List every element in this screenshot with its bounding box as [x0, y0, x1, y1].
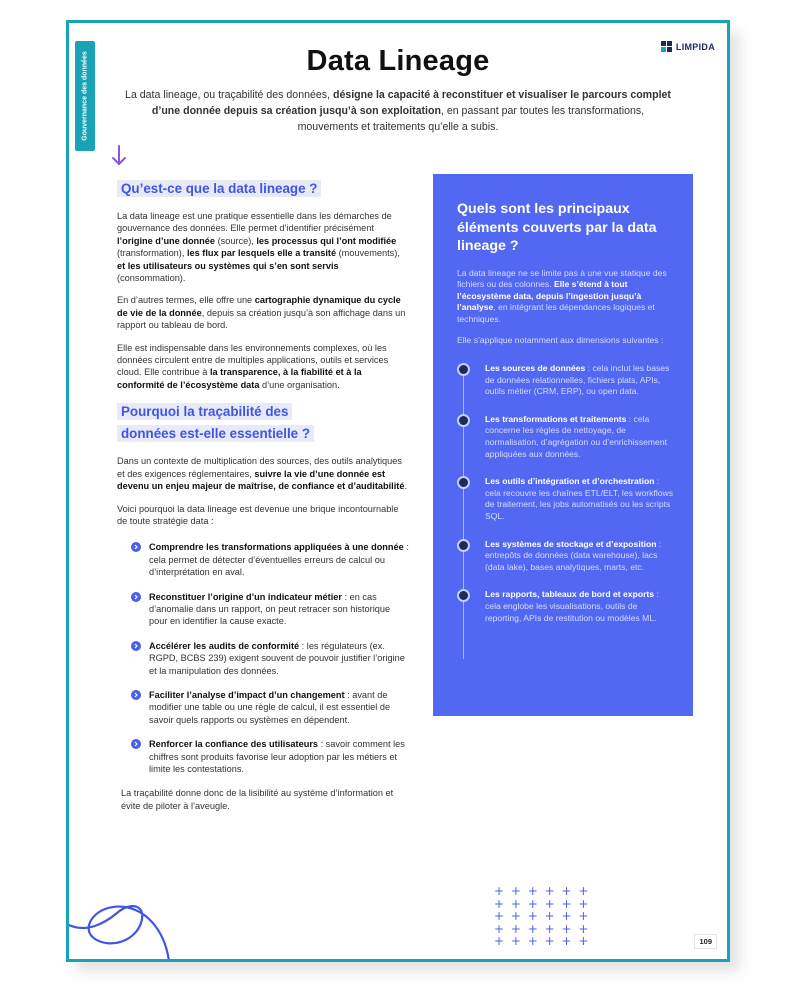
paragraph: Elle est indispensable dans les environnements complexes, où les données circulent entre de multiples applications, outils et services cloud. Elle contribue à la transparence, à la fiabilité et à la conformité de l’écosystème data d’une organisation. [117, 342, 389, 390]
timeline-dot-icon [457, 589, 470, 602]
decorative-curve [66, 883, 175, 962]
elements-box [433, 174, 693, 716]
section-heading-what: Qu’est-ce que la data lineage ? [117, 180, 321, 197]
chevron-right-icon [131, 739, 141, 749]
timeline-item: Les systèmes de stockage et d’exposition : entrepôts de données (data warehouse), lacs (data lake), bases analytiques, marts, etc. [457, 539, 675, 574]
arrow-down-icon [111, 145, 127, 167]
section-heading-why: Pourquoi la traçabilité des données est-elle essentielle ? [117, 403, 314, 442]
page-number: 109 [694, 934, 717, 949]
timeline-dot-icon [457, 539, 470, 552]
list-item: Comprendre les transformations appliquées à une donnée : cela permet de détecter d’éventuelles erreurs de calcul ou d’interprétation en aval. [117, 541, 409, 578]
chevron-right-icon [131, 542, 141, 552]
chevron-right-icon [131, 641, 141, 651]
list-item: Reconstituer l’origine d’un indicateur métier : en cas d’anomalie dans un rapport, on peut retracer son historique pour en identifier la cause exacte. [117, 591, 409, 628]
box-title: Quels sont les principaux éléments couverts par la data lineage ? [457, 201, 657, 254]
elements-timeline [457, 363, 675, 624]
paragraph: Voici pourquoi la data lineage est devenue une brique incontournable de toute stratégie data : [117, 503, 399, 526]
timeline-item: Les transformations et traitements : cela concerne les règles de nettoyage, de normalisation, d’agrégation ou d’enrichissement appliquées aux données. [457, 414, 675, 460]
timeline-item: Les rapports, tableaux de bord et exports : cela englobe les visualisations, outils de reporting, APIs de restitution ou modèles ML. [457, 589, 675, 624]
paragraph: La data lineage est une pratique essentielle dans les démarches de gouvernance des données. Elle permet d’identifier précisément l’origine d’une donnée (source), les processus qui l’ont modifiée (transformation), les flux par lesquels elle a transité (mouvements), et les utilisateurs ou systèmes qui s’en sont servis (consommation). [117, 211, 400, 284]
list-item: Faciliter l’analyse d’impact d’un changement : avant de modifier une table ou une règle de calcul, il est essentiel de savoir quels rapports ou systèmes en dépendent. [117, 689, 409, 726]
list-item: Renforcer la confiance des utilisateurs : savoir comment les chiffres sont produits favorise leur adoption par les métiers et limite les contestations. [117, 738, 409, 775]
page-title: Data Lineage [306, 45, 490, 77]
intro-paragraph: La data lineage, ou traçabilité des données, désigne la capacité à reconstituer et visualiser le parcours complet d’une donnée depuis sa création jusqu’à son exploitation, en passant par toutes les transformations, mouvements et traitements qu’elle a subis. [125, 89, 671, 133]
chevron-right-icon [131, 592, 141, 602]
box-paragraph: La data lineage ne se limite pas à une vue statique des fichiers ou des colonnes. Elle s’étend à tout l’écosystème data, depuis l’ingestion jusqu’à l’analyse, en intégrant les dépendances logiques et techniques. [457, 267, 667, 324]
document-page [66, 20, 730, 962]
paragraph: En d’autres termes, elle offre une cartographie dynamique du cycle de vie de la donnée, depuis sa création jusqu’à son affichage dans un rapport ou tableau de bord. [117, 295, 406, 331]
side-tab-label: Gouvernance des données [81, 51, 89, 141]
closing-paragraph: La traçabilité donne donc de la lisibilité au système d’information et évite de piloter à l’aveugle. [121, 788, 394, 811]
chevron-right-icon [131, 690, 141, 700]
reasons-list [117, 541, 409, 775]
box-paragraph: Elle s’applique notamment aux dimensions suivantes : [457, 335, 664, 346]
timeline-dot-icon [457, 363, 470, 376]
timeline-dot-icon [457, 414, 470, 427]
timeline-item: Les sources de données : cela inclut les bases de données relationnelles, fichiers plats, APIs, outils métier (CRM, ERP), ou open data. [457, 363, 675, 398]
timeline-dot-icon [457, 476, 470, 489]
timeline-item: Les outils d’intégration et d’orchestration : cela recouvre les chaînes ETL/ELT, les workflows de traitement, les jobs automatisés ou les scripts SQL. [457, 476, 675, 522]
logo-text: LIMPIDA [675, 42, 715, 52]
list-item: Accélérer les audits de conformité : les régulateurs (ex. RGPD, BCBS 239) exigent souvent de pouvoir justifier l’origine et la manipulation des données. [117, 640, 409, 677]
plus-grid-decoration: + + + + + + + + + + + + + + + + + + + + + + + + + + + + + + [494, 884, 590, 948]
paragraph: Dans un contexte de multiplication des sources, des outils analytiques et des exigences réglementaires, suivre la vie d’une donnée est devenu un enjeu majeur de maîtrise, de confiance et d’auditabilité. [117, 456, 407, 492]
left-column [117, 178, 409, 812]
